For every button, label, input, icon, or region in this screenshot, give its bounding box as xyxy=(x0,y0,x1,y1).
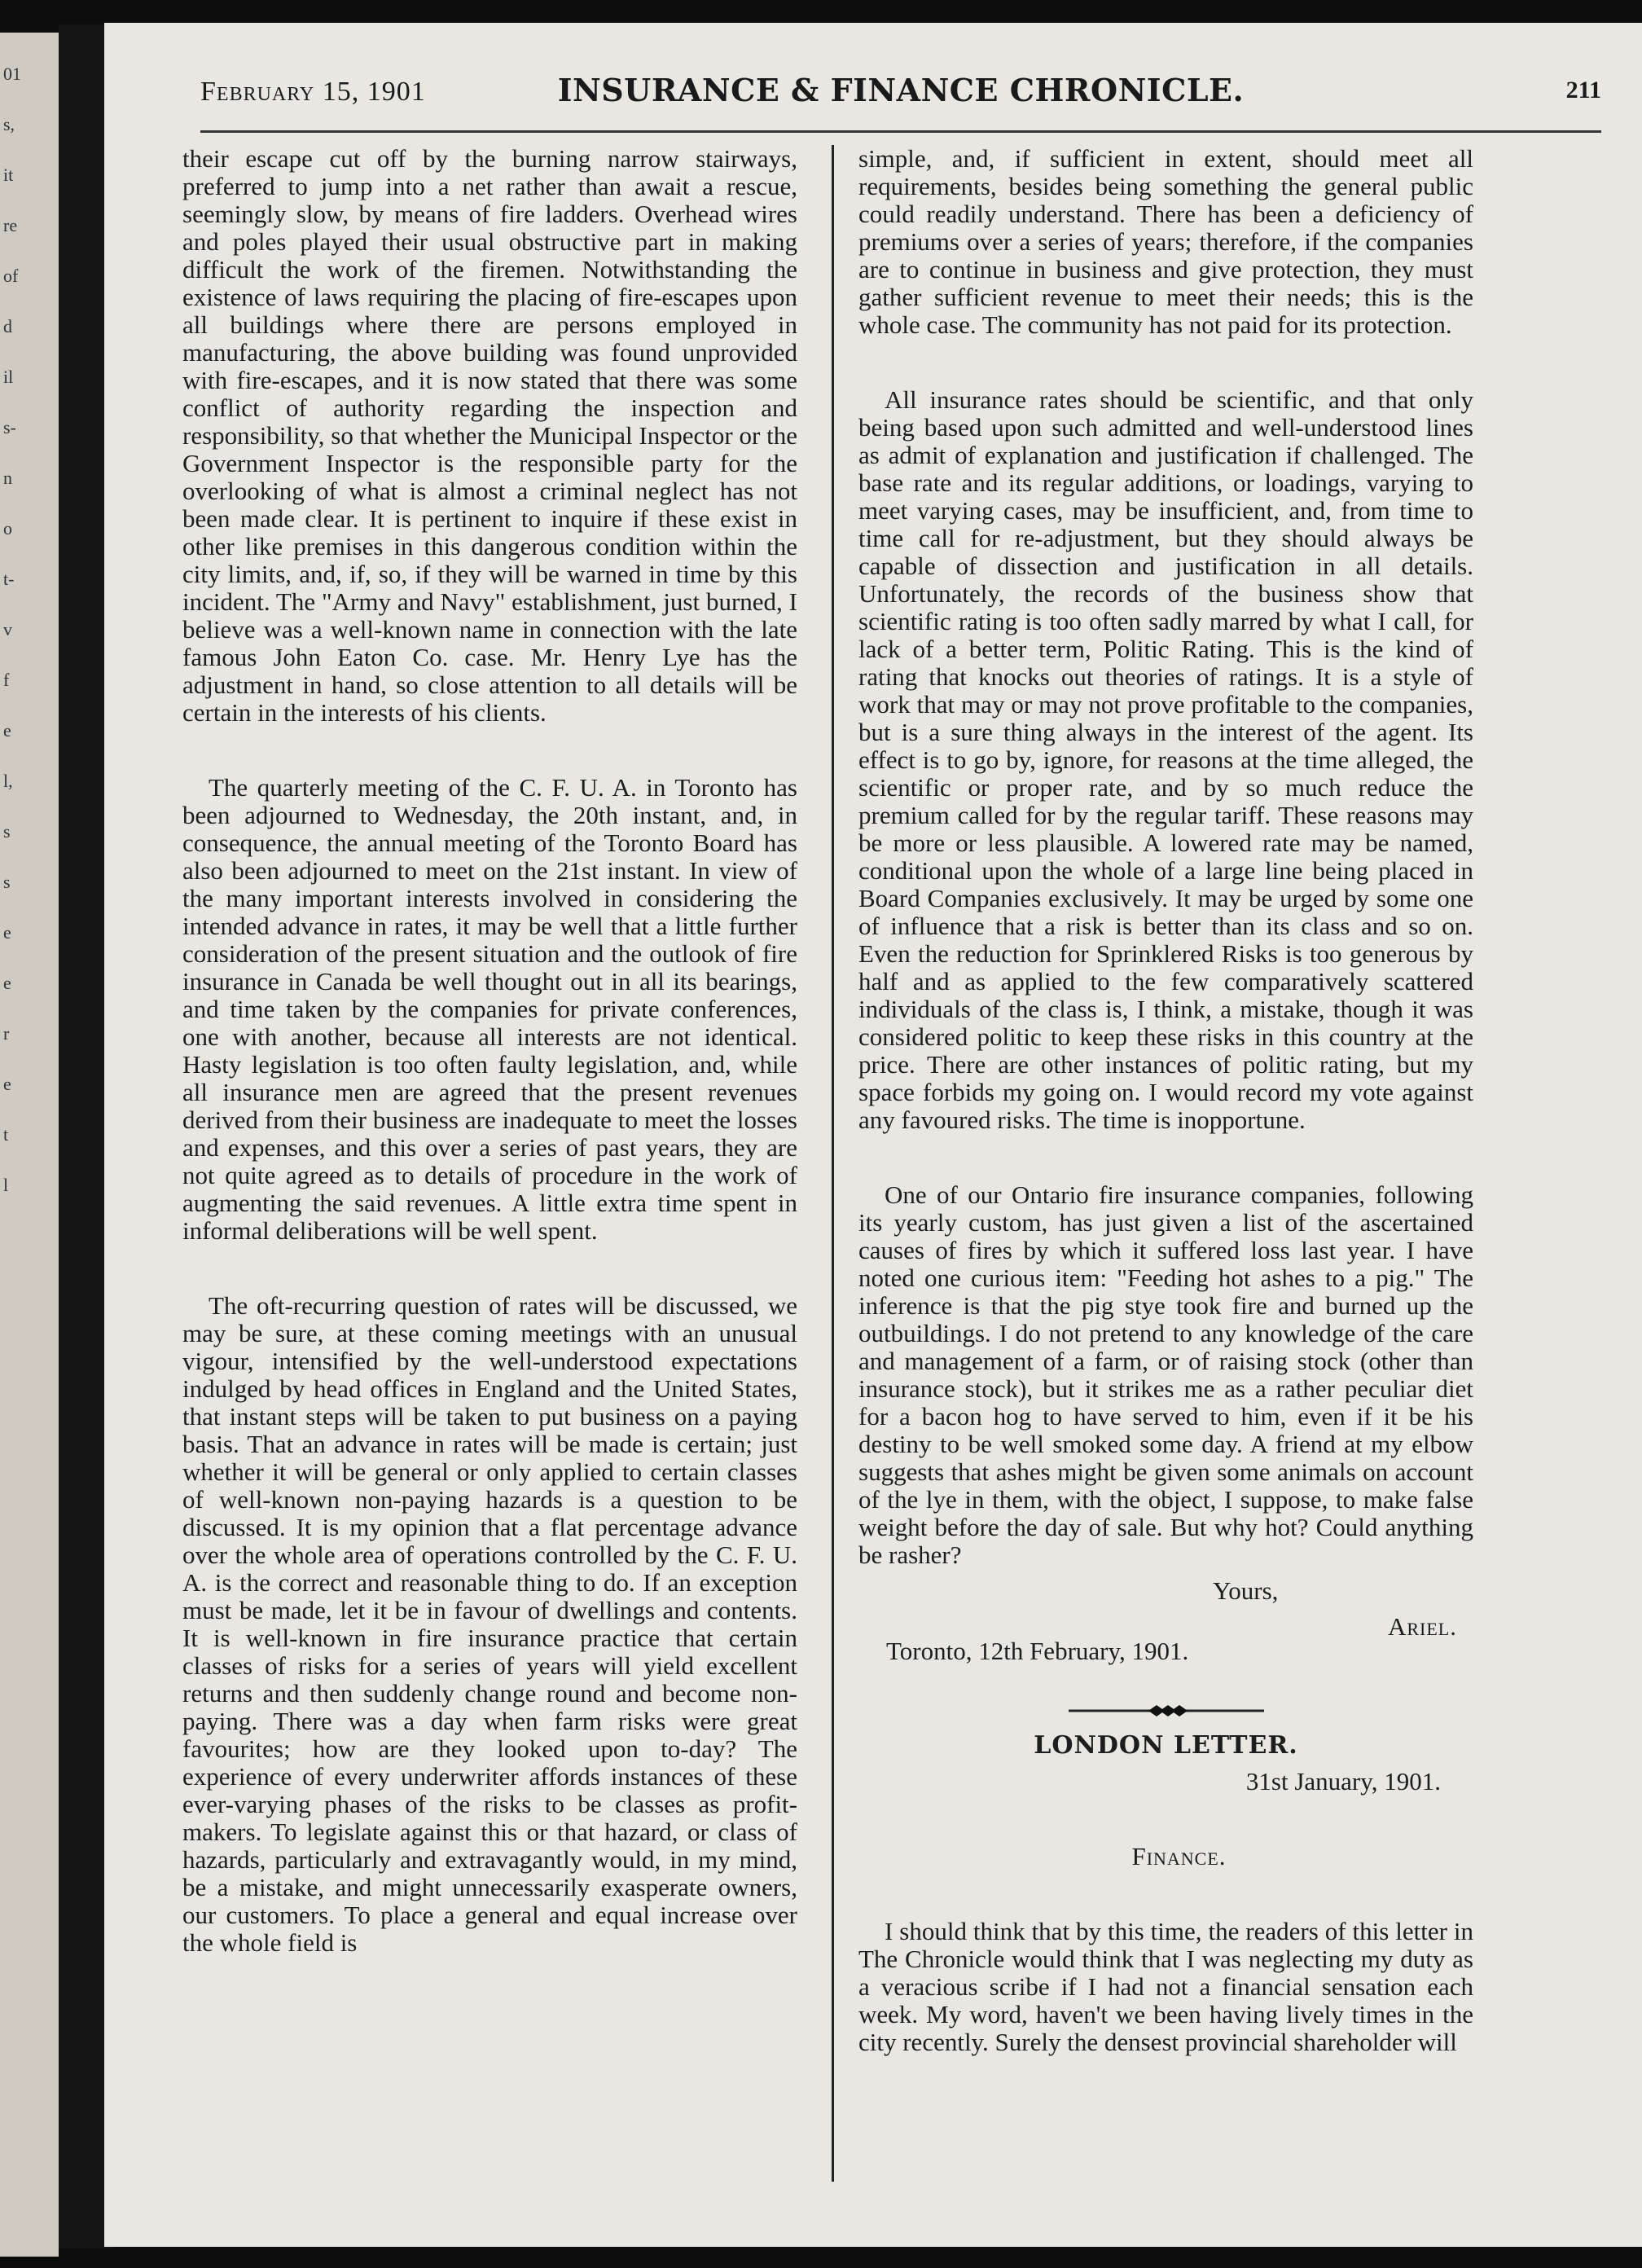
prev-page-text-fragment: l xyxy=(3,1175,9,1195)
publication-title: INSURANCE & FINANCE CHRONICLE. xyxy=(557,72,1245,108)
prev-page-text-fragment: re xyxy=(3,215,18,235)
prev-page-text-fragment: f xyxy=(3,670,10,690)
header-date: February 15, 1901 xyxy=(200,77,426,107)
prev-page-text-fragment: of xyxy=(3,266,19,286)
column-rule xyxy=(832,145,834,2182)
previous-page-edge xyxy=(0,33,59,2257)
dateline: Toronto, 12th February, 1901. xyxy=(886,1637,1189,1665)
prev-page-text-fragment: s- xyxy=(3,417,16,437)
prev-page-text-fragment: o xyxy=(3,518,12,538)
prev-page-text-fragment: 01 xyxy=(3,64,21,84)
article-paragraph: I should think that by this time, the readers of this letter in The Chronicle would think that I was neglecting my duty as a veracious scribe if I had not a financial sensation each week. My word, haven't we been having lively times in the city recently. Surely the densest provincial shareholder will xyxy=(858,1917,1473,2056)
prev-page-text-fragment: e xyxy=(3,973,11,993)
header-rule xyxy=(200,130,1601,133)
prev-page-text-fragment: n xyxy=(3,468,12,488)
section-heading: LONDON LETTER. xyxy=(1034,1731,1298,1760)
sign-off: Yours, xyxy=(1213,1576,1279,1605)
letter-date: 31st January, 1901. xyxy=(1245,1767,1441,1796)
letter-subheading: Finance. xyxy=(1131,1842,1227,1870)
signature-block xyxy=(858,1577,1473,1683)
prev-page-text-fragment: il xyxy=(3,367,14,387)
prev-page-text-fragment: v xyxy=(3,619,12,640)
prev-page-text-fragment: s, xyxy=(3,114,15,134)
prev-page-text-fragment: r xyxy=(3,1023,10,1044)
prev-page-text-fragment: d xyxy=(3,316,12,336)
prev-page-text-fragment: s xyxy=(3,872,11,892)
newspaper-page xyxy=(104,23,1642,2247)
article-paragraph: simple, and, if sufficient in extent, should meet all requirements, besides being something the general public could readily understand. There has been a deficiency of premiums over a series of years; therefore, if the companies are to continue in business and give protection, they must gather sufficient revenue to meet their needs; this is the whole case. The community has not paid for its protection. xyxy=(858,144,1473,339)
prev-page-text-fragment: e xyxy=(3,922,11,943)
prev-page-text-fragment: e xyxy=(3,720,11,741)
prev-page-text-fragment: t- xyxy=(3,569,15,589)
article-paragraph: All insurance rates should be scientific, and that only being based upon such admitted and well-understood lines as admit of explanation and justification if challenged. The base rate and its regular additions, or loadings, varying to meet varying cases, may be insufficient, and, from time to time call for re-adjustment, but they should always be capable of dissection and justification in all details. Unfortunately, the records of the business show that scientific rating is too often sadly marred by what I call, for lack of a better term, Politic Rating. This is the kind of rating that knocks out theories of ratings. It is a style of work that may or may not prove profitable to the companies, but is a sure thing always in the interest of the agent. Its effect is to go by, ignore, for reasons at the time alleged, the scientific or proper rate, and by so much reduce the premium called for by the regular tariff. These reasons may be more or less plausible. A lowered rate may be named, conditional upon the whole of a large line being placed in Board Companies exclusively. It may be urged by some one of influence that a risk is better than its class and so on. Even the reduction for Sprinklered Risks is too generous by half and as applied to the few comparatively scattered individuals of the class is, I think, a mistake, though it was considered politic to keep these risks in this country at the price. There are other instances of politic rating, but my space forbids my going on. I would record my vote against any favoured risks. The time is inopportune. xyxy=(858,385,1473,1134)
section-divider-ornament xyxy=(1069,1701,1264,1721)
running-header xyxy=(200,72,1601,124)
prev-page-text-fragment: it xyxy=(3,165,14,185)
article-paragraph: The oft-recurring question of rates will be discussed, we may be sure, at these coming meetings with an unusual vigour, intensified by the well-understood expectations indulged by head offices in England and the United States, that instant steps will be taken to put business on a paying basis. That an advance in rates will be made is certain; just whether it will be general or only applied to certain classes of well-known non-paying hazards is a question to be discussed. It is my opinion that a flat percentage advance over the whole area of operations controlled by the C. F. U. A. is the correct and reasonable thing to do. If an exception must be made, let it be in favour of dwellings and contents. It is well-known in fire insurance practice that certain classes of risks for a series of years will yield excellent returns and then suddenly change round and become non-paying. There was a day when farm risks were great favourites; how are they looked upon to-day? The experience of every underwriter affords instances of these ever-varying phases of the risks to be classes as profit-makers. To legislate against this or that hazard, or class of hazards, particularly and extravagantly would, in my mind, be a mistake, and might unnecessarily exasperate owners, our customers. To place a general and equal increase over the whole field is xyxy=(182,1291,797,1957)
article-paragraph: One of our Ontario fire insurance companies, following its yearly custom, has just given a list of the ascertained causes of fires by which it suffered loss last year. I have noted one curious item: "Feeding hot ashes to a pig." The inference is that the pig stye took fire and burned up the outbuildings. I do not pretend to any knowledge of the care and management of a farm, or of raising stock (other than insurance stock), but it strikes me as a rather peculiar diet for a bacon hog to have served to him, even if it be his destiny to be well smoked some day. A friend at my elbow suggests that ashes might be given some animals on account of the lye in them, with the object, I suppose, to make false weight before the day of sale. But why hot? Could anything be rasher? xyxy=(858,1180,1473,1569)
prev-page-text-fragment: t xyxy=(3,1124,9,1145)
article-paragraph: their escape cut off by the burning narrow stairways, preferred to jump into a net rather than await a rescue, seemingly slow, by means of fire ladders. Overhead wires and poles played their usual obstructive part in making difficult the work of the firemen. Notwithstanding the existence of laws requiring the placing of fire-escapes upon all buildings where there are persons employed in manufacturing, the above building was found unprovided with fire-escapes, and it is now stated that there was some conflict of authority regarding the inspection and responsibility, so that whether the Municipal Inspector or the Government Inspector is the responsible party for the overlooking of what is almost a criminal neglect has not been made clear. It is pertinent to inquire if these exist in other like premises in this dangerous condition within the city limits, and, if, so, if they will be warned in time by this incident. The "Army and Navy" establishment, just burned, I believe was a well-known name in connection with the late famous John Eaton Co. case. Mr. Henry Lye has the adjustment in hand, so close attention to all details will be certain in the interests of his clients. xyxy=(182,144,797,727)
prev-page-text-fragment: s xyxy=(3,821,11,842)
article-paragraph: The quarterly meeting of the C. F. U. A. in Toronto has been adjourned to Wednesday, the 20th instant, and, in consequence, the annual meeting of the Toronto Board has also been adjourned to meet on the 21st instant. In view of the many important interests involved in considering the intended advance in rates, it may be well that a little further consideration of the present situation and the outlook of fire insurance in Canada be well thought out in all its bearings, and time taken by the companies for private conferences, one with another, because all interests are not identical. Hasty legislation is too often faulty legislation, and, while all insurance men are agreed that the present revenues derived from their business are inadequate to meet the losses and expenses, and this over a series of past years, they are not quite agreed as to details of procedure in the work of augmenting the said revenues. A little extra time spent in informal deliberations will be well spent. xyxy=(182,773,797,1245)
right-column xyxy=(858,145,1473,2056)
author-name: Ariel. xyxy=(1387,1612,1457,1641)
prev-page-text-fragment: l, xyxy=(3,771,13,791)
prev-page-text-fragment: e xyxy=(3,1074,11,1094)
page-number: 211 xyxy=(1565,77,1601,103)
left-column xyxy=(182,145,797,1957)
